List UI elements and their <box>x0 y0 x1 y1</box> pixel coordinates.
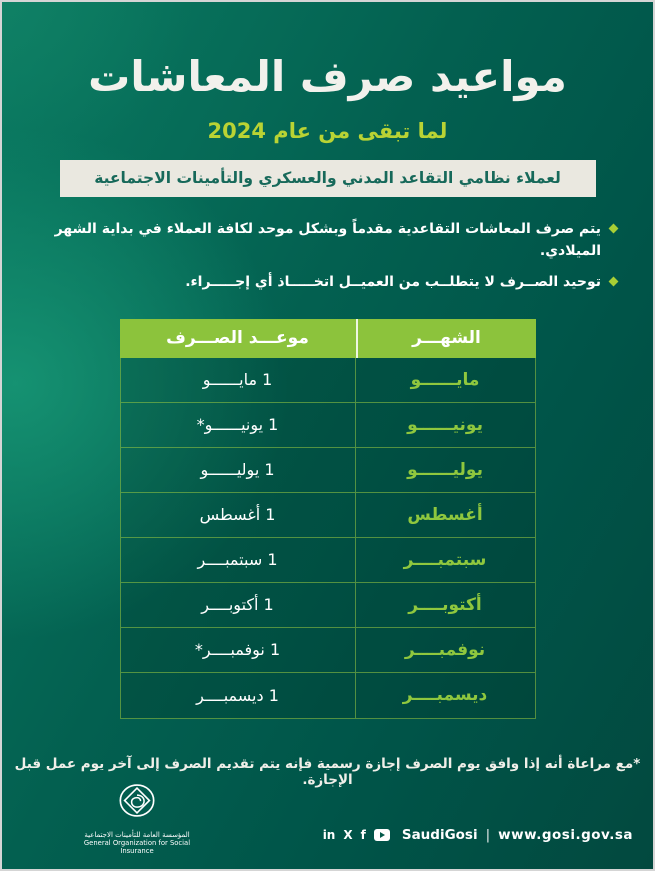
website-url[interactable]: www.gosi.gov.sa <box>498 827 633 843</box>
payment-date-cell: 1 أكتوبــــر <box>201 595 274 615</box>
logo-english-name: General Organization for Social Insurance <box>83 839 191 855</box>
payment-schedule-table <box>120 319 536 719</box>
month-cell: نوفمبــــر <box>355 628 535 672</box>
table-row <box>121 493 535 538</box>
payment-date-cell: 1 سبتمبــــر <box>197 550 278 570</box>
table-body <box>120 358 536 719</box>
notes-list <box>22 218 617 294</box>
month-cell: يوليــــــو <box>355 448 535 492</box>
diamond-bullet-icon <box>609 223 619 233</box>
column-header-payment-date: موعـــد الصـــرف <box>166 328 309 349</box>
month-cell: سبتمبــــر <box>355 538 535 582</box>
x-icon[interactable]: X <box>343 828 353 842</box>
audience-banner-text: لعملاء نظامي التقاعد المدني والعسكري والتأمينات الاجتماعية <box>94 169 561 188</box>
bullet-text: يتم صرف المعاشات التقاعدية مقدماً وبشكل موحد لكافة العملاء في بداية الشهر الميلادي. <box>54 220 601 259</box>
bullet-text: توحيد الصــرف لا يتطلــب من العميــل اتخـــــاذ أي إجـــــراء. <box>185 274 601 291</box>
diamond-bullet-icon <box>609 277 619 287</box>
table-row <box>121 448 535 493</box>
table-header-row <box>120 319 536 358</box>
month-cell: ديسمبــــر <box>355 673 535 718</box>
audience-banner <box>60 160 596 197</box>
page-title: مواعيد صرف المعاشات <box>88 52 567 101</box>
table-row <box>121 583 535 628</box>
payment-date-cell: 1 يونيــــــو* <box>196 415 279 435</box>
table-row <box>121 358 535 403</box>
social-handle[interactable]: SaudiGosi <box>401 827 478 843</box>
payment-date-cell: 1 ديسمبــــر <box>196 685 279 705</box>
month-cell: يونيــــــو <box>355 403 535 447</box>
gosi-emblem-icon <box>112 781 162 825</box>
table-row <box>121 628 535 673</box>
table-row <box>121 403 535 448</box>
month-cell: أكتوبــــر <box>355 583 535 627</box>
youtube-icon[interactable] <box>374 829 390 841</box>
column-header-month: الشهـــر <box>356 319 536 358</box>
table-row <box>121 673 535 718</box>
month-cell: أغسطس <box>355 493 535 537</box>
gosi-logo <box>72 781 202 855</box>
linkedin-icon[interactable]: in <box>322 828 336 842</box>
payment-date-cell: 1 يوليــــــو <box>200 460 275 480</box>
facebook-icon[interactable]: f <box>360 828 366 842</box>
list-item <box>22 271 617 293</box>
table-row <box>121 538 535 583</box>
logo-arabic-name: المؤسسة العامة للتأمينات الاجتماعية <box>84 831 190 839</box>
payment-date-cell: 1 أغسطس <box>199 505 276 525</box>
month-cell: مايــــــو <box>355 358 535 402</box>
separator: | <box>485 827 491 843</box>
page-subtitle: لما تبقى من عام 2024 <box>207 118 448 143</box>
list-item <box>22 218 617 263</box>
social-bar <box>323 827 633 843</box>
payment-date-cell: 1 نوفمبــــر* <box>194 640 281 660</box>
payment-date-cell: 1 مايــــــو <box>202 370 273 390</box>
footnote: *مع مراعاة أنه إذا وافق يوم الصرف إجازة رسمية فإنه يتم تقديم الصرف إلى آخر يوم عمل قبل الإجازة. <box>14 755 641 788</box>
